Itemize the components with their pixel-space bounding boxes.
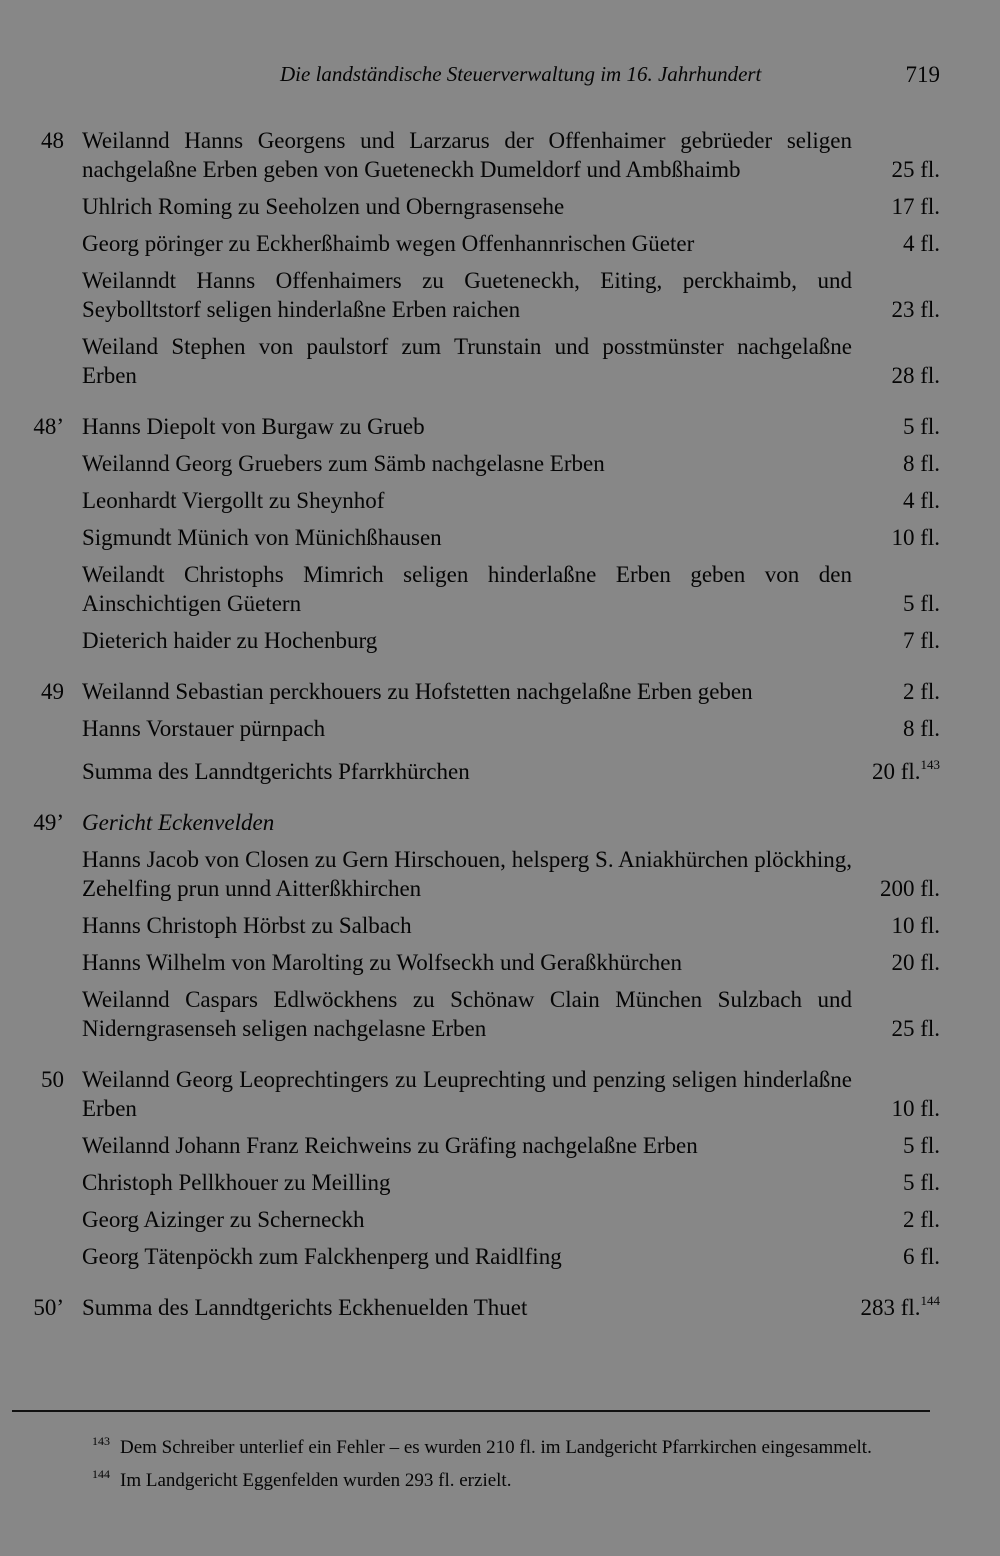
amount-value: 2 fl.: [902, 1207, 940, 1232]
entry-text: Georg Aizinger zu Scherneckh: [82, 1207, 365, 1232]
amount-value: 23 fl.: [891, 297, 940, 322]
ledger-entry: [82, 229, 940, 258]
amount-value: 10 fl.: [891, 913, 940, 938]
entry-text: Summa des Lanndtgerichts Eckhenuelden Thuet: [82, 1295, 528, 1320]
ledger-entry: [82, 1205, 940, 1234]
amount-value: 10 fl.: [891, 1096, 940, 1121]
entry-text: Weilannd Hanns Georgens und Larzarus der Offenhaimer gebrüeder seligen nachgelaßne Erben geben von Gueteneckh Dumeldorf und Ambßhaimb: [82, 128, 852, 182]
footnote-number: 143: [92, 1434, 110, 1448]
ledger-section: [0, 126, 1000, 390]
amount-value: 7 fl.: [902, 628, 940, 653]
entry-text: Weilannd Georg Leoprechtingers zu Leuprechting und penzing seligen hinderlaßne Erben: [82, 1067, 852, 1121]
ledger-body: [0, 126, 1000, 1344]
court-heading: Gericht Eckenvelden: [82, 810, 275, 835]
entry-text: Georg Tätenpöckh zum Falckhenperg und Raidlfing: [82, 1244, 562, 1269]
amount-value: 283 fl.: [860, 1295, 921, 1320]
entry-amount: [891, 911, 940, 940]
amount-value: 5 fl.: [902, 414, 940, 439]
entry-amount: [891, 295, 940, 324]
amount-value: 20 fl.: [891, 950, 940, 975]
footnote-text: Dem Schreiber unterlief ein Fehler – es wurden 210 fl. im Landgericht Pfarrkirchen eingesammelt.: [120, 1437, 872, 1458]
entry-amount: [903, 412, 940, 441]
amount-value: 5 fl.: [902, 1133, 940, 1158]
amount-value: 5 fl.: [902, 1170, 940, 1195]
page-number: 719: [905, 62, 940, 87]
section-number: 50’: [33, 1295, 64, 1320]
section-number: 49’: [33, 810, 64, 835]
total-amount: [872, 757, 940, 786]
section-number: 50: [41, 1067, 64, 1092]
ledger-entry: [82, 1168, 940, 1197]
ledger-entry: [82, 1242, 940, 1271]
ledger-section: [0, 1293, 1000, 1322]
ledger-entry: [82, 266, 940, 324]
footnote: [78, 1461, 928, 1494]
footnote-reference: 143: [920, 757, 940, 772]
ledger-section: [0, 808, 1000, 1043]
entry-text: Weilannd Caspars Edlwöckhens zu Schönaw Clain München Sulzbach und Niderngrasenseh seligen nachgelasne Erben: [82, 987, 852, 1041]
entry-text: Leonhardt Viergollt zu Sheynhof: [82, 488, 385, 513]
entry-amount: [891, 523, 940, 552]
ledger-entry: [82, 192, 940, 221]
entry-amount: [891, 1094, 940, 1123]
entry-text: Weiland Stephen von paulstorf zum Trunstain und posstmünster nachgelaßne Erben: [82, 334, 852, 388]
ledger-entry: [82, 845, 940, 903]
section-number: 49: [41, 679, 64, 704]
footnote-text: Im Landgericht Eggenfelden wurden 293 fl. erzielt.: [120, 1470, 512, 1491]
entry-amount: [903, 229, 940, 258]
ledger-section: [0, 1065, 1000, 1271]
footnotes: [78, 1428, 928, 1494]
entry-amount: [891, 948, 940, 977]
entry-text: Weilanndt Hanns Offenhaimers zu Gueteneckh, Eiting, perckhaimb, und Seybolltstorf seligen hinderlaßne Erben raichen: [82, 268, 852, 322]
amount-value: 8 fl.: [902, 716, 940, 741]
entry-text: Hanns Wilhelm von Marolting zu Wolfseckh und Geraßkhürchen: [82, 950, 682, 975]
amount-value: 200 fl.: [879, 876, 940, 901]
running-head: [0, 62, 1000, 92]
entry-text: Christoph Pellkhouer zu Meilling: [82, 1170, 391, 1195]
footnote-reference: 144: [920, 1293, 940, 1308]
amount-value: 20 fl.: [871, 759, 921, 784]
entry-text: Weilandt Christophs Mimrich seligen hinderlaßne Erben geben von den Ainschichtigen Güetern: [82, 562, 852, 616]
amount-value: 28 fl.: [891, 363, 940, 388]
entry-text: Sigmundt Münich von Münichßhausen: [82, 525, 442, 550]
entry-amount: [891, 155, 940, 184]
amount-value: 8 fl.: [902, 451, 940, 476]
amount-value: 6 fl.: [902, 1244, 940, 1269]
entry-amount: [891, 192, 940, 221]
ledger-entry: [82, 1131, 940, 1160]
amount-value: 10 fl.: [891, 525, 940, 550]
entry-amount: [903, 714, 940, 743]
ledger-entry: [82, 714, 940, 743]
ledger-entry: [82, 412, 940, 441]
ledger-entry: [82, 1065, 940, 1123]
total-label: Summa des Lanndtgerichts Pfarrkhürchen: [82, 759, 470, 784]
footnote-divider: [12, 1410, 930, 1412]
entry-amount: [891, 361, 940, 390]
section-number: 48: [41, 128, 64, 153]
ledger-entry: [82, 985, 940, 1043]
amount-value: 25 fl.: [891, 1016, 940, 1041]
running-head-title: Die landständische Steuerverwaltung im 16. Jahrhundert: [280, 62, 762, 86]
footnote: [78, 1428, 928, 1461]
entry-amount: [903, 589, 940, 618]
entry-text: Weilannd Johann Franz Reichweins zu Gräfing nachgelaßne Erben: [82, 1133, 698, 1158]
entry-text: Georg pöringer zu Eckherßhaimb wegen Offenhannrischen Güeter: [82, 231, 695, 256]
ledger-entry: [82, 677, 940, 706]
entry-amount: [891, 1014, 940, 1043]
entry-text: Uhlrich Roming zu Seeholzen und Oberngrasensehe: [82, 194, 565, 219]
amount-value: 25 fl.: [891, 157, 940, 182]
entry-text: Weilannd Sebastian perckhouers zu Hofstetten nachgelaßne Erben geben: [82, 679, 753, 704]
court-total: [82, 757, 940, 786]
ledger-entry: [82, 332, 940, 390]
amount-value: 17 fl.: [891, 194, 940, 219]
entry-amount: [860, 1293, 940, 1322]
entry-text: Hanns Vorstauer pürnpach: [82, 716, 326, 741]
ledger-entry: [82, 1293, 940, 1322]
entry-text: Hanns Christoph Hörbst zu Salbach: [82, 913, 412, 938]
ledger-entry: [82, 523, 940, 552]
entry-text: Hanns Jacob von Closen zu Gern Hirschouen, helsperg S. Aniakhürchen plöckhing, Zehelfing prun unnd Aitterßkhirchen: [82, 847, 852, 901]
entry-text: Weilannd Georg Gruebers zum Sämb nachgelasne Erben: [82, 451, 605, 476]
ledger-entry: [82, 449, 940, 478]
amount-value: 4 fl.: [902, 231, 940, 256]
entry-amount: [903, 449, 940, 478]
ledger-section: [0, 412, 1000, 655]
entry-amount: [903, 1205, 940, 1234]
ledger-entry: [82, 486, 940, 515]
entry-amount: [903, 677, 940, 706]
ledger-entry: [82, 626, 940, 655]
entry-amount: [903, 626, 940, 655]
entry-text: Hanns Diepolt von Burgaw zu Grueb: [82, 414, 425, 439]
ledger-entry: [82, 126, 940, 184]
amount-value: 5 fl.: [902, 591, 940, 616]
ledger-section: [0, 677, 1000, 786]
ledger-entry: [82, 911, 940, 940]
entry-amount: [903, 486, 940, 515]
footnote-number: 144: [92, 1467, 110, 1481]
amount-value: 2 fl.: [902, 679, 940, 704]
entry-text: Dieterich haider zu Hochenburg: [82, 628, 378, 653]
section-number: 48’: [33, 414, 64, 439]
entry-amount: [903, 1131, 940, 1160]
ledger-entry: [82, 560, 940, 618]
entry-amount: [903, 1242, 940, 1271]
ledger-entry: [82, 948, 940, 977]
entry-amount: [903, 1168, 940, 1197]
entry-amount: [880, 874, 940, 903]
amount-value: 4 fl.: [902, 488, 940, 513]
